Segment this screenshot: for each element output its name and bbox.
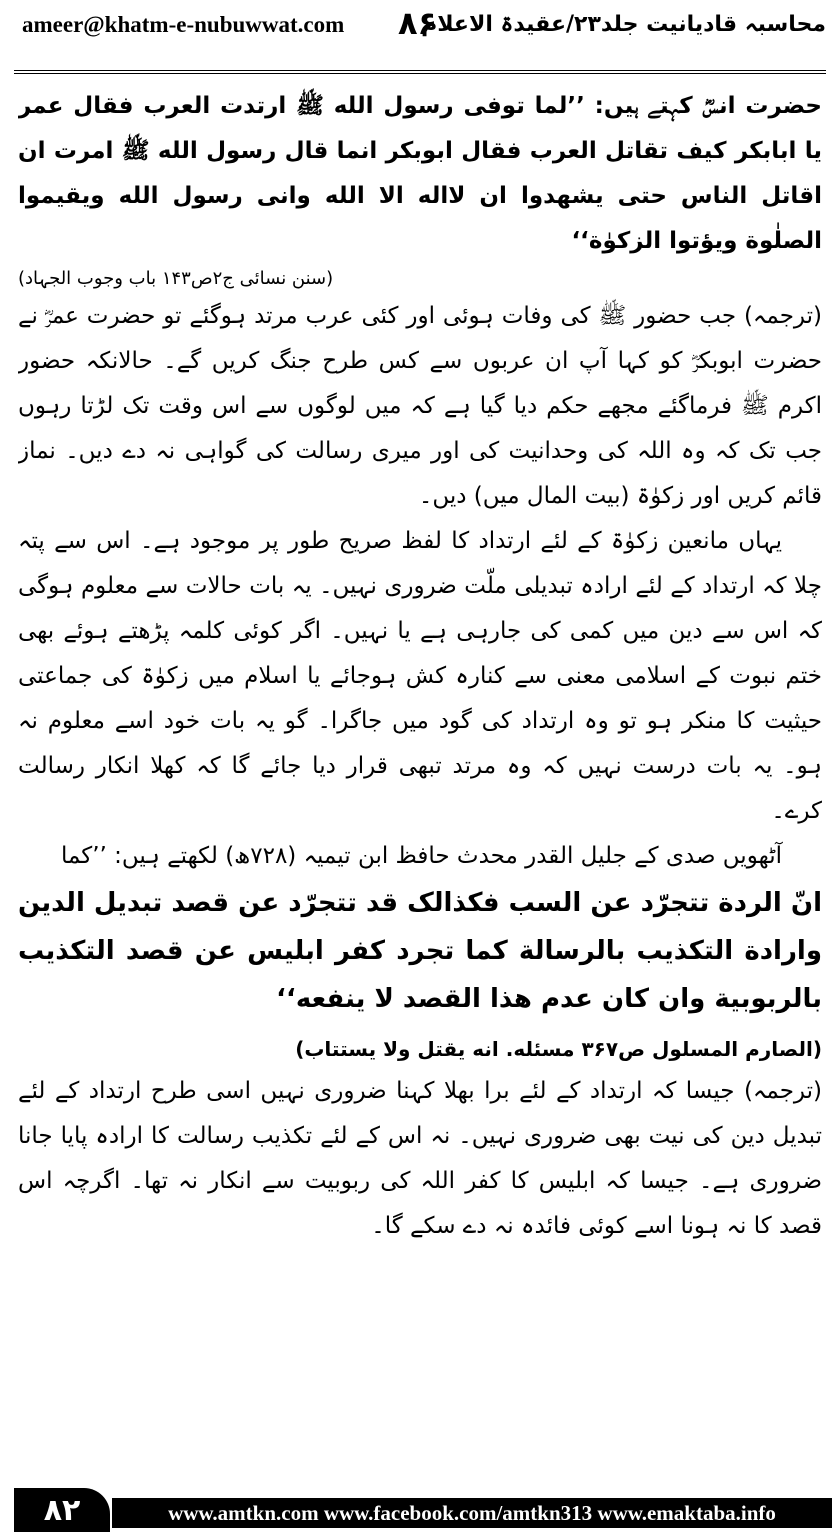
header-page-number: ۸۶	[398, 4, 438, 42]
footer-links: www.amtkn.com www.facebook.com/amtkn313 www.emaktaba.info	[112, 1498, 832, 1528]
footer-page-number: ۸۲	[14, 1488, 110, 1532]
quote-reference: (الصارم المسلول ص۳۶۷ مسئله. انه یقتل ولا یستتاب)	[295, 1037, 822, 1061]
header-email: ameer@khatm-e-nubuwwat.com	[22, 12, 345, 37]
page-footer	[0, 1486, 840, 1540]
page-body	[18, 84, 822, 1474]
header-rule	[14, 70, 826, 74]
hadith-intro: حضرت انسؓ کہتے ہیں: ’’لما توفی رسول الله ﷺ ارتدت العرب فقال عمر یا ابابکر کیف تقاتل العرب فقال ابوبکر انما قال رسول الله ﷺ امرت ان اقاتل الناس حتی یشهدوا ان لااله الا الله وانی رسول الله ویقیموا الصلٰوة ویؤتوا الزکوٰة‘‘	[18, 93, 822, 254]
arabic-quote: انّ الردة تتجرّد عن السب فکذالک قد تتجرّد عن قصد تبدیل الدین وارادة التکذیب بالرسالة کما تجرد کفر ابلیس عن قصد التکذیب بالربوبیة وان کان عدم هذا القصد لا ینفعه‘‘	[18, 888, 822, 1014]
page-header	[0, 0, 840, 78]
quote-translation: (ترجمہ) جیسا کہ ارتداد کے لئے برا بھلا کہنا ضروری نہیں اسی طرح ارتداد کے لئے تبدیل دین کی نیت بھی ضروری نہیں۔ نہ اس کے لئے تکذیب رسالت کا ارادہ پایا جانا ضروری ہے۔ جیسا کہ ابلیس کا کفر اللہ کی ربوبیت سے انکار نہ تھا۔ اگرچہ اس قصد کا نہ ہونا اسے کوئی فائدہ نہ دے سکے گا۔	[18, 1078, 822, 1239]
ibn-taymiyya-intro: آٹھویں صدی کے جلیل القدر محدث حافظ ابن تیمیہ (۷۲۸ھ) لکھتے ہیں: ’’کما	[60, 843, 782, 869]
hadith-reference: (سنن نسائی ج۲ص۱۴۳ باب وجوب الجہاد)	[18, 268, 334, 289]
hadith-translation: (ترجمہ) جب حضور ﷺ کی وفات ہوئی اور کئی عرب مرتد ہوگئے تو حضرت عمرؓ نے حضرت ابوبکرؓ کو کہا آپ ان عربوں سے کس طرح جنگ کریں گے۔ حالانکہ حضور اکرم ﷺ فرماگئے مجھے حکم دیا گیا ہے کہ میں لوگوں سے اس وقت تک لڑتا رہوں جب تک کہ وہ اللہ کی وحدانیت کی اور میری رسالت کی گواہی نہ دے دیں۔ نماز قائم کریں اور زکوٰۃ (بیت المال میں) دیں۔	[18, 303, 822, 509]
running-title: محاسبہ قادیانیت جلد۲۳/عقیدۃ الاعلام	[421, 12, 826, 37]
commentary-paragraph: یہاں مانعین زکوٰۃ کے لئے ارتداد کا لفظ صریح طور پر موجود ہے۔ اس سے پتہ چلا کہ ارتداد کے لئے ارادہ تبدیلی ملّت ضروری نہیں۔ یہ بات حالات سے معلوم ہوگی کہ اس سے دین میں کمی کی جارہی ہے یا نہیں۔ اگر کوئی کلمہ پڑھتے ہوئے بھی ختم نبوت کے اسلامی معنی سے کنارہ کش ہوجائے یا اسلام میں زکوٰۃ کی جماعتی حیثیت کا منکر ہو تو وہ ارتداد کی گود میں جاگرا۔ گو یہ بات خود اسے معلوم نہ ہو۔ یہ بات درست نہیں کہ وہ مرتد تبھی قرار دیا جائے گا کہ کھلا انکار رسالت کرے۔	[18, 528, 822, 824]
